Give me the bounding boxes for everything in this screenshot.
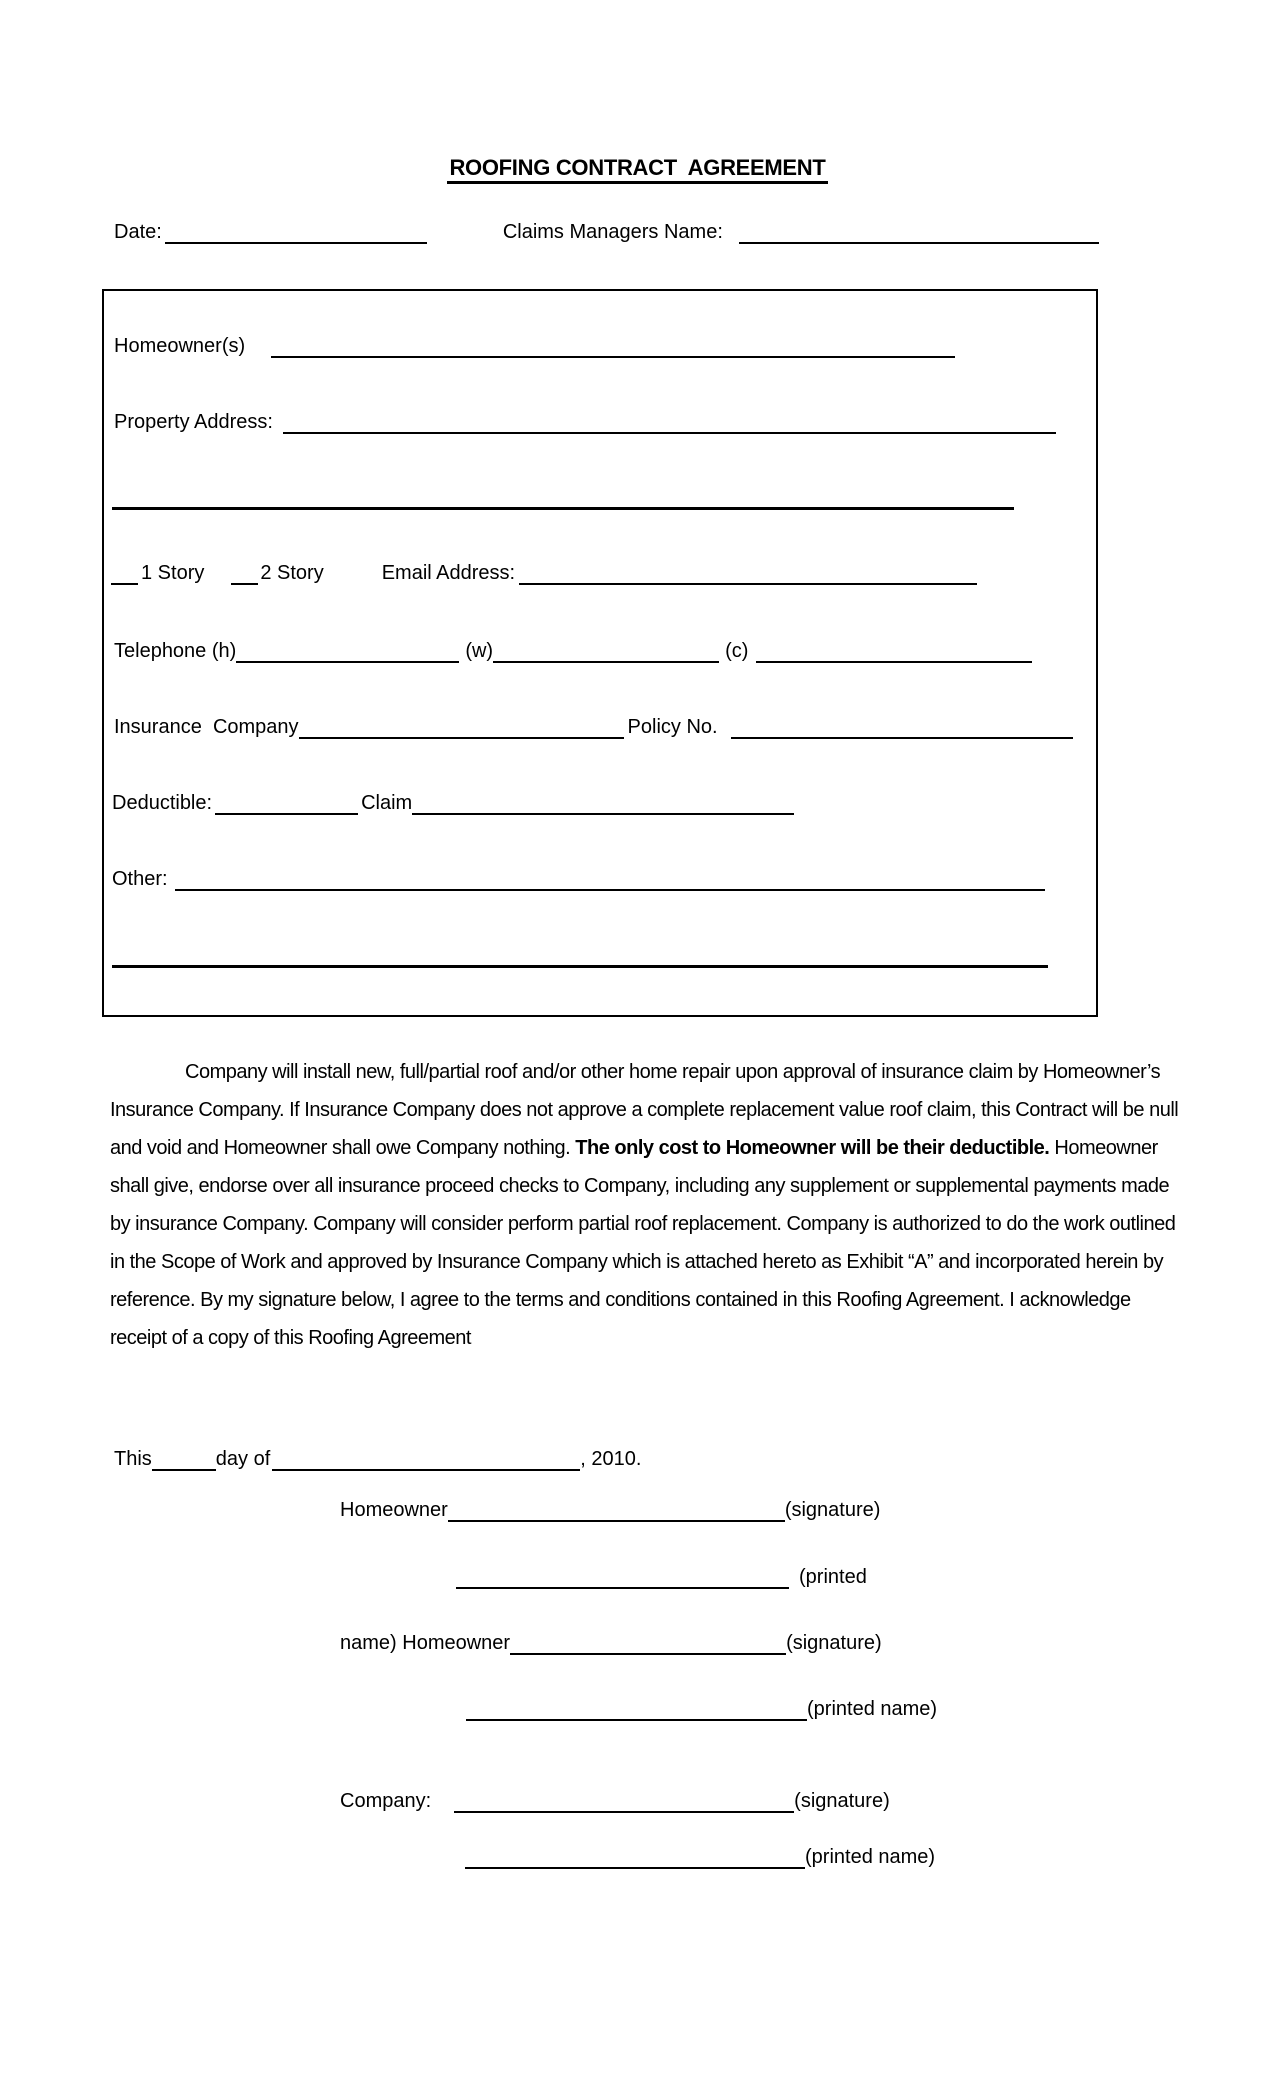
deductible-label: Deductible: — [112, 792, 213, 814]
homeowners-input-line[interactable] — [271, 356, 955, 358]
homeowner2-signature-row — [340, 1632, 882, 1655]
other-row — [112, 868, 1045, 891]
paragraph-segment: Company will install new, full/partial roof and/or other home repair upon approval of insurance claim by Homeowner’s Insurance Company. If Insurance Company does not approve a complete replacement value roof claim, this Contract will be null and void and Homeowner shall owe Company nothing. — [110, 1061, 1179, 1159]
homeowner1-printed-line[interactable] — [456, 1587, 789, 1589]
property-address-label: Property Address: — [114, 411, 273, 433]
other-label: Other: — [112, 868, 168, 890]
homeowner2-label: name) Homeowner — [340, 1632, 511, 1654]
homeowners-label: Homeowner(s) — [114, 335, 246, 357]
policy-no-input-line[interactable] — [731, 737, 1073, 739]
date-input-line[interactable] — [165, 242, 427, 244]
telephone-row — [114, 640, 1032, 663]
email-input-line[interactable] — [519, 583, 977, 585]
execution-date-row — [114, 1448, 641, 1471]
homeowner1-signature-line[interactable] — [448, 1520, 785, 1522]
homeowner1-printed-row — [456, 1566, 867, 1589]
company-printed-row — [465, 1846, 935, 1869]
date-label: Date: — [114, 221, 162, 243]
homeowners-row — [114, 335, 955, 358]
agreement-paragraph — [110, 1053, 1190, 1357]
signature-suffix: (signature) — [794, 1790, 890, 1812]
printed-name-suffix: (printed name) — [805, 1846, 936, 1868]
other-continuation-line[interactable] — [112, 965, 1048, 968]
claim-label: Claim — [361, 792, 413, 814]
paragraph-segment: Homeowner shall give, endorse over all insurance proceed checks to Company, including any supplement or supplemental payments made by insurance Company. Company will consider perform partial roof replacement. Company is authorized to do the work outlined in the Scope of Work and approved by Insurance Company which is attached hereto as Exhibit “A” and incorporated herein by reference. By my signature below, I agree to the terms and conditions contained in this Roofing Agreement. I acknowledge receipt of a copy of this Roofing Agreement — [110, 1137, 1176, 1349]
company-signature-row — [340, 1790, 890, 1813]
homeowner2-printed-line[interactable] — [466, 1719, 807, 1721]
property-address-input-line[interactable] — [283, 432, 1056, 434]
other-input-line[interactable] — [175, 889, 1045, 891]
company-label: Company: — [340, 1790, 432, 1812]
one-story-label: 1 Story — [141, 562, 205, 584]
company-printed-line[interactable] — [465, 1867, 805, 1869]
claims-manager-input-line[interactable] — [739, 242, 1099, 244]
telephone-cell-input-line[interactable] — [756, 661, 1032, 663]
property-address-row — [114, 411, 1056, 434]
insurance-company-label: Insurance Company — [114, 716, 299, 738]
homeowner1-signature-row — [340, 1499, 880, 1522]
month-input-line[interactable] — [272, 1469, 580, 1471]
telephone-cell-label: (c) — [725, 640, 749, 662]
homeowner-info-box — [102, 289, 1098, 1017]
day-input-line[interactable] — [152, 1469, 216, 1471]
page-title — [0, 155, 1275, 181]
telephone-home-label: Telephone (h) — [114, 640, 237, 662]
signature-suffix: (signature) — [784, 1499, 881, 1521]
telephone-home-input-line[interactable] — [236, 661, 459, 663]
printed-suffix: (printed — [799, 1566, 867, 1588]
homeowner2-printed-row — [466, 1698, 937, 1721]
page-title-text: ROOFING CONTRACT AGREEMENT — [447, 155, 827, 184]
year-text: , 2010. — [580, 1448, 642, 1470]
telephone-work-input-line[interactable] — [493, 661, 719, 663]
two-story-label: 2 Story — [260, 562, 324, 584]
company-signature-line[interactable] — [454, 1811, 794, 1813]
insurance-row — [114, 716, 1073, 739]
signature-suffix: (signature) — [786, 1632, 882, 1654]
homeowner2-signature-line[interactable] — [510, 1653, 786, 1655]
one-story-check-line[interactable] — [111, 583, 138, 585]
insurance-company-input-line[interactable] — [299, 737, 624, 739]
property-address-continuation-line[interactable] — [112, 507, 1014, 510]
header-row — [114, 221, 1099, 244]
email-label: Email Address: — [381, 562, 516, 584]
story-email-row — [111, 562, 977, 585]
printed-name-suffix: (printed name) — [807, 1698, 938, 1720]
homeowner1-label: Homeowner — [340, 1499, 448, 1521]
claim-input-line[interactable] — [412, 813, 794, 815]
this-label: This — [114, 1448, 152, 1470]
two-story-check-line[interactable] — [231, 583, 258, 585]
deductible-row — [112, 792, 794, 815]
policy-no-label: Policy No. — [627, 716, 718, 738]
telephone-work-label: (w) — [465, 640, 494, 662]
day-of-label: day of — [215, 1448, 271, 1470]
paragraph-bold-segment: The only cost to Homeowner will be their deductible. — [575, 1137, 1050, 1159]
deductible-input-line[interactable] — [215, 813, 358, 815]
claims-manager-label: Claims Managers Name: — [502, 221, 723, 243]
